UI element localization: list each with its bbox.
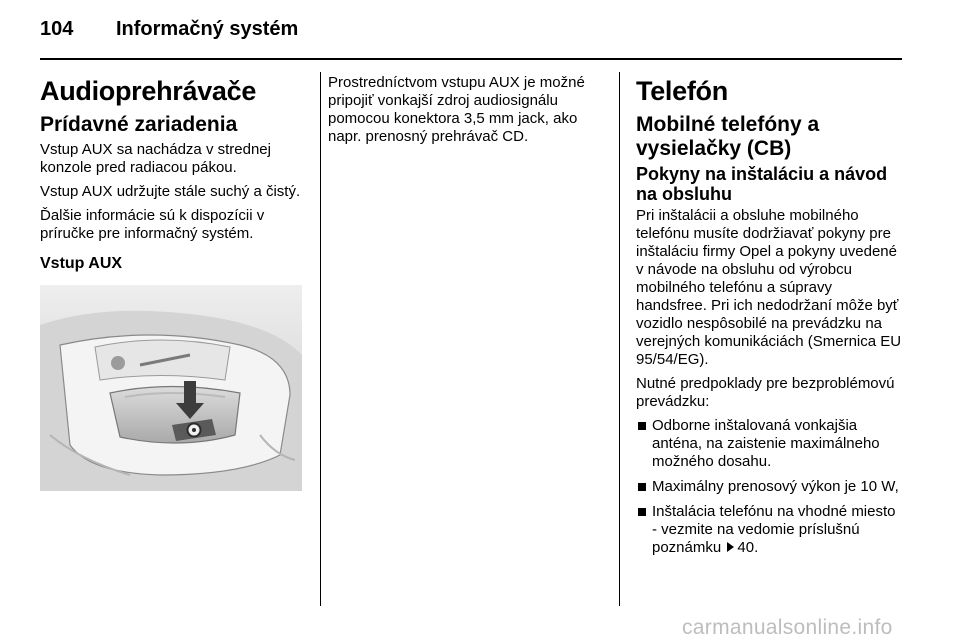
column-left (40, 66, 305, 491)
paragraph: Vstup AUX sa nachádza v strednej konzole pred radiacou pákou. (40, 141, 271, 177)
watermark: carmanualsonline.info (682, 616, 893, 639)
paragraph: Vstup AUX udržujte stále suchý a čistý. (40, 183, 301, 201)
heading-telephone: Telefón (636, 76, 728, 106)
requirements-list (636, 417, 902, 557)
section-title: Informačný systém (116, 18, 299, 40)
square-bullet-icon (638, 508, 646, 516)
column-divider-1 (320, 72, 321, 606)
paragraph: Ďalšie informácie sú k dispozícii v príručke pre informačný systém. (40, 207, 265, 243)
heading-installation-instructions: Pokyny na inštaláciu a návod na obsluhu (636, 164, 888, 205)
aux-input-illustration (40, 285, 302, 491)
list-item (636, 417, 902, 471)
page-reference-arrow-icon (727, 542, 734, 552)
heading-aux-input: Vstup AUX (40, 255, 123, 273)
list-item-text: Inštalácia telefónu na vhodné miesto - vezmite na vedomie príslušnú poznámku (652, 502, 896, 556)
list-item-text: Odborne inštalovaná vonkajšia anténa, na zaistenie maximálneho možného dosahu. (652, 416, 880, 470)
paragraph: Prostredníctvom vstupu AUX je možné pripojiť vonkajší zdroj audiosignálu pomocou konektora 3,5 mm jack, ako napr. prenosný prehrávač CD. (328, 74, 585, 145)
page-number: 104 (40, 18, 74, 40)
header-rule (40, 58, 902, 60)
list-item-text: Maximálny prenosový výkon je 10 W, (652, 477, 899, 495)
column-right (636, 66, 902, 564)
heading-additional-devices: Prídavné zariadenia (40, 113, 238, 137)
column-divider-2 (619, 72, 620, 606)
paragraph: Pri inštalácii a obsluhe mobilného telefónu musíte dodržiavať pokyny pre inštaláciu firmy Opel a pokyny uvedené v návode na obsluhu od výrobcu mobilného telefónu a súpravy handsfree. Pri ich nedodržaní môže byť vozidlo nespôsobilé na prevádzku na verejných komunikáciách (Smernica EU 95/54/EG). (636, 206, 902, 368)
list-item (636, 478, 902, 496)
square-bullet-icon (638, 422, 646, 430)
list-item (636, 503, 902, 557)
page-header (40, 14, 902, 50)
column-middle (328, 66, 608, 152)
heading-mobile-phones-cb: Mobilné telefóny a vysielačky (CB) (636, 113, 820, 161)
square-bullet-icon (638, 483, 646, 491)
paragraph: Nutné predpoklady pre bezproblémovú prevádzku: (636, 374, 895, 410)
page-reference-link[interactable]: 40. (737, 538, 759, 556)
heading-audio-players: Audioprehrávače (40, 76, 257, 106)
